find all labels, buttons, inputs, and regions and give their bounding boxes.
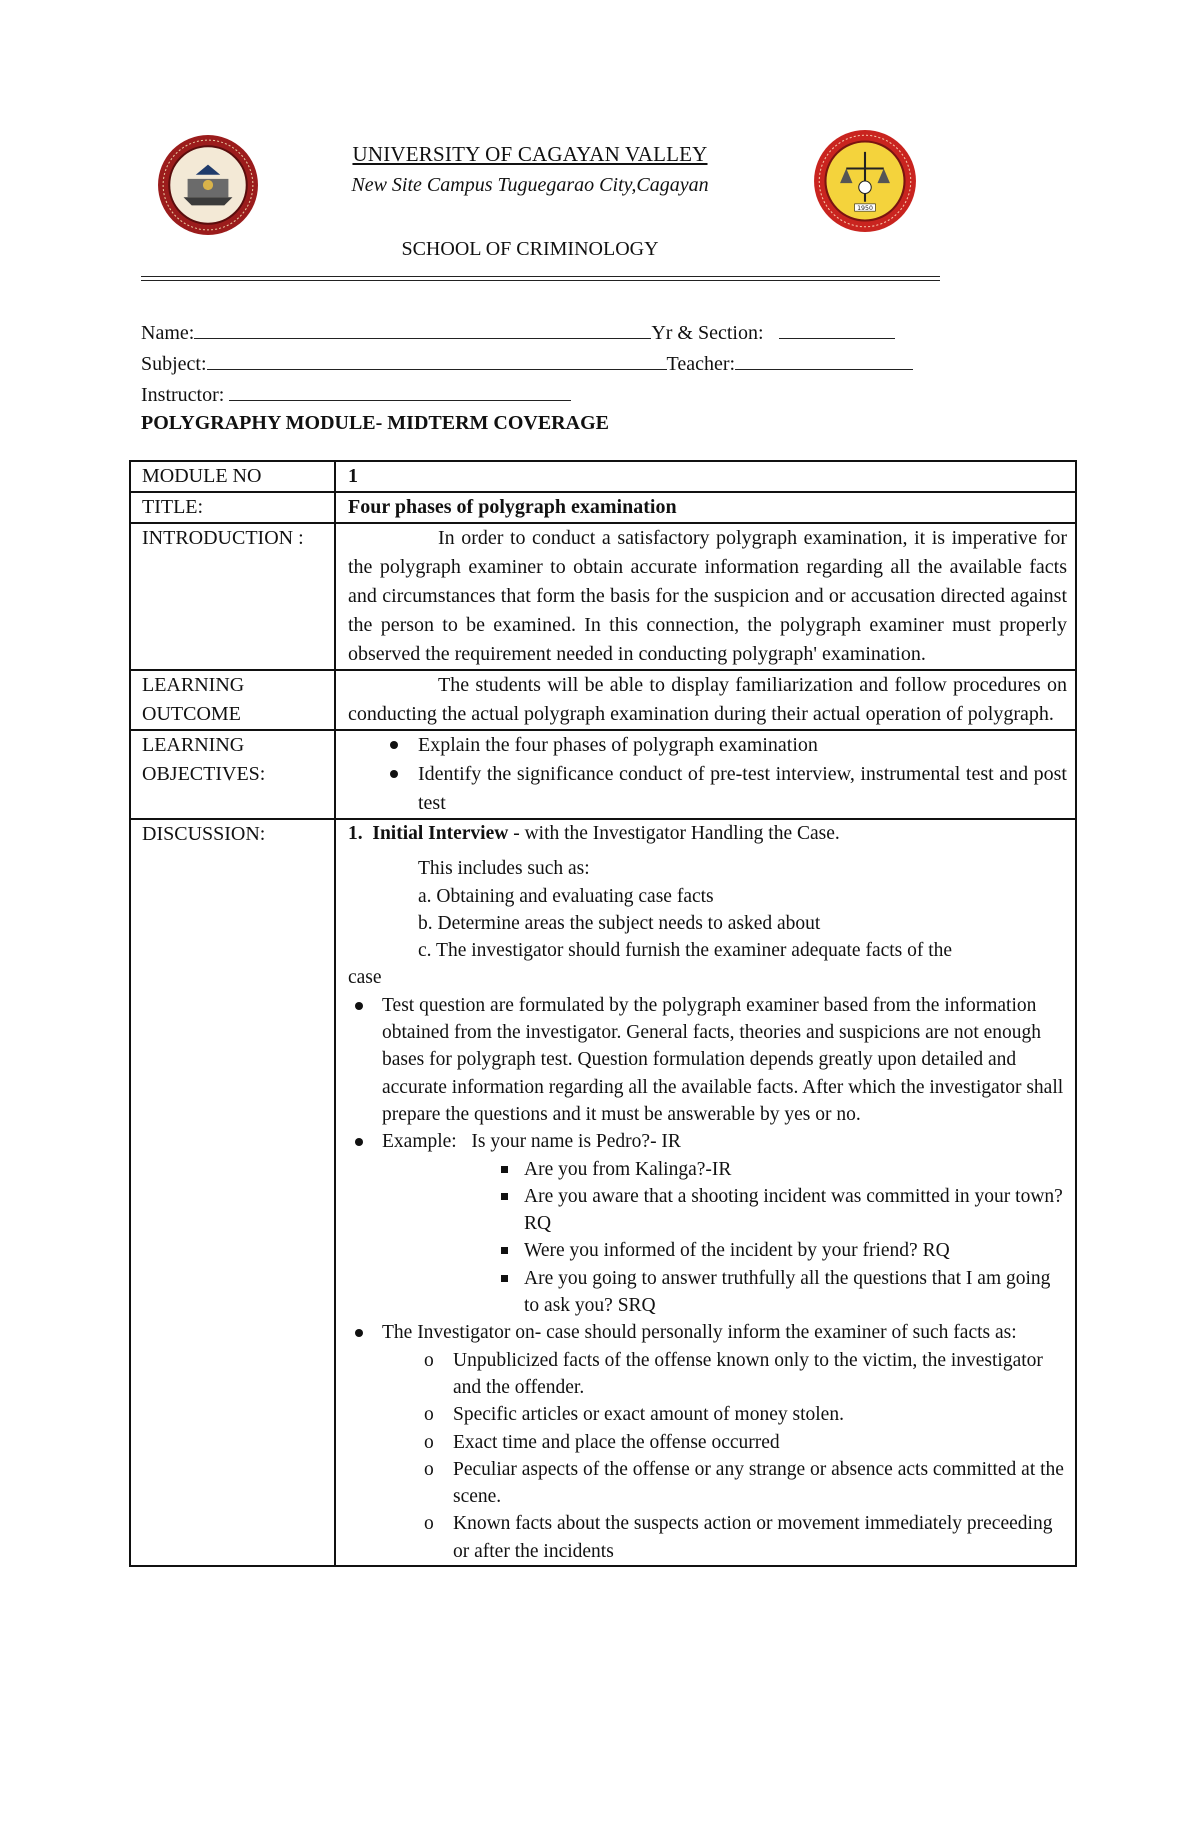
bullet-icon (390, 770, 398, 778)
circle-bullet-icon: o (424, 1458, 434, 1480)
heading-number: 1. (348, 823, 363, 844)
subject-label: Subject: (141, 353, 207, 375)
includes-text: This includes such as: (418, 858, 590, 880)
subject-row (141, 351, 913, 376)
fact-text: Exact time and place the offense occurred (453, 1431, 780, 1453)
objectives-label (130, 730, 335, 819)
example-first: Is your name is Pedro?- IR (471, 1131, 681, 1153)
title-row (130, 492, 1076, 523)
bullet-icon (355, 1329, 363, 1337)
learning-outcome-label (130, 670, 335, 730)
square-bullet-icon (501, 1275, 508, 1282)
header-divider (141, 276, 940, 281)
name-field[interactable] (194, 320, 651, 339)
list-item (348, 1347, 1067, 1402)
objectives-list (335, 730, 1076, 819)
example-label: Example: (382, 1131, 457, 1153)
fact-text: Unpublicized facts of the offense known only to the victim, the investigator and the offender. (453, 1349, 1043, 1398)
list-item (348, 1429, 1067, 1456)
square-bullet-icon (501, 1193, 508, 1200)
sub-item-c-cont: case (348, 967, 382, 989)
heading-bold: Initial Interview (372, 823, 509, 844)
objectives-label-line2: OBJECTIVES: (142, 763, 266, 785)
list-item (348, 1510, 1067, 1565)
title-label: TITLE: (130, 492, 335, 523)
bullet-test-text: Test question are formulated by the polygraph examiner based from the information obtained from the investigator. General facts, theories and suspicions are not enough bases for polygraph test. Question formulation depends greatly upon detailed and accurate information regarding all the available facts. After which the investigator shall prepare the questions and it must be answerable by yes or no. (382, 994, 1064, 1125)
name-row (141, 320, 895, 345)
learning-outcome-label-line1: LEARNING (142, 674, 245, 696)
campus-address: New Site Campus Tuguegarao City,Cagayan (351, 174, 709, 196)
circle-bullet-icon: o (424, 1349, 434, 1371)
objectives-label-line1: LEARNING (142, 734, 245, 756)
list-item (348, 1237, 1067, 1264)
fact-text: Known facts about the suspects action or movement immediately preceeding or after the incidents (453, 1513, 1053, 1562)
university-name: UNIVERSITY OF CAGAYAN VALLEY (352, 142, 708, 166)
discussion-row (130, 819, 1076, 1566)
discussion-heading (348, 820, 1067, 855)
objectives-row (130, 730, 1076, 819)
module-heading: POLYGRAPHY MODULE- MIDTERM COVERAGE (141, 412, 609, 434)
bullet-icon (355, 1002, 363, 1010)
module-no-label: MODULE NO (130, 461, 335, 492)
discussion-content (335, 819, 1076, 1566)
subject-field[interactable] (207, 351, 667, 370)
example-question: Are you going to answer truthfully all the questions that I am going to ask you? SRQ (524, 1267, 1051, 1317)
sub-item-a: a. Obtaining and evaluating case facts (418, 885, 714, 907)
objective-text: Explain the four phases of polygraph examination (418, 734, 818, 756)
list-item (348, 992, 1067, 1128)
fact-text: Peculiar aspects of the offense or any strange or absence acts committed at the scene. (453, 1458, 1064, 1508)
example-question: Are you from Kalinga?-IR (524, 1158, 732, 1180)
introduction-row (130, 523, 1076, 670)
instructor-row (141, 382, 571, 407)
list-item (348, 1156, 1067, 1183)
bullet-icon (390, 741, 398, 749)
sub-item-c: c. The investigator should furnish the examiner adequate facts of the (418, 940, 953, 962)
list-item (348, 1456, 1067, 1511)
learning-outcome-row (130, 670, 1076, 730)
objective-text: Identify the significance conduct of pre-test interview, instrumental test and post test (418, 763, 1067, 814)
school-name: SCHOOL OF CRIMINOLOGY (401, 238, 659, 260)
introduction-text: In order to conduct a satisfactory polygraph examination, it is imperative for the polygraph examiner to obtain accurate information regarding all the available facts and circumstances that form the basis for the suspicion and or accusation directed against the person to be examined. In this connection, the polygraph examiner must properly observed the requirement needed in conducting polygraph' examination. (335, 523, 1076, 670)
instructor-label: Instructor: (141, 384, 225, 406)
list-item (348, 1401, 1067, 1428)
name-label: Name: (141, 322, 195, 344)
circle-bullet-icon: o (424, 1431, 434, 1453)
square-bullet-icon (501, 1166, 508, 1173)
square-bullet-icon (501, 1247, 508, 1254)
bullet-icon (355, 1138, 363, 1146)
teacher-label: Teacher: (666, 353, 736, 375)
list-item (348, 1319, 1067, 1346)
circle-bullet-icon: o (424, 1404, 434, 1426)
circle-bullet-icon: o (424, 1513, 434, 1535)
yr-section-field[interactable] (779, 320, 895, 339)
module-no-value: 1 (335, 461, 1076, 492)
learning-outcome-label-line2: OUTCOME (142, 703, 241, 725)
module-table (129, 460, 1077, 1567)
instructor-field[interactable] (229, 382, 571, 401)
introduction-label: INTRODUCTION : (130, 523, 335, 670)
seal-year: 1950 (857, 205, 873, 213)
fact-text: Specific articles or exact amount of money stolen. (453, 1404, 844, 1426)
title-value: Four phases of polygraph examination (335, 492, 1076, 523)
learning-outcome-text: The students will be able to display familiarization and follow procedures on conducting the actual polygraph examination during their actual operation of polygraph. (335, 670, 1076, 730)
module-no-row (130, 461, 1076, 492)
sub-item-b: b. Determine areas the subject needs to asked about (418, 912, 821, 934)
list-item (348, 760, 1067, 818)
heading-rest: - with the Investigator Handling the Case. (508, 823, 840, 844)
example-question: Were you informed of the incident by your friend? RQ (524, 1240, 950, 1262)
example-question: Are you aware that a shooting incident was committed in your town? RQ (524, 1185, 1063, 1235)
list-item (348, 1265, 1067, 1320)
list-item (348, 1128, 1067, 1155)
bullet-inform-text: The Investigator on- case should personally inform the examiner of such facts as: (382, 1322, 1017, 1344)
list-item (348, 731, 1067, 760)
list-item (348, 1183, 1067, 1238)
discussion-label: DISCUSSION: (130, 819, 335, 1566)
teacher-field[interactable] (735, 351, 913, 370)
yr-section-label: Yr & Section: (651, 322, 764, 344)
